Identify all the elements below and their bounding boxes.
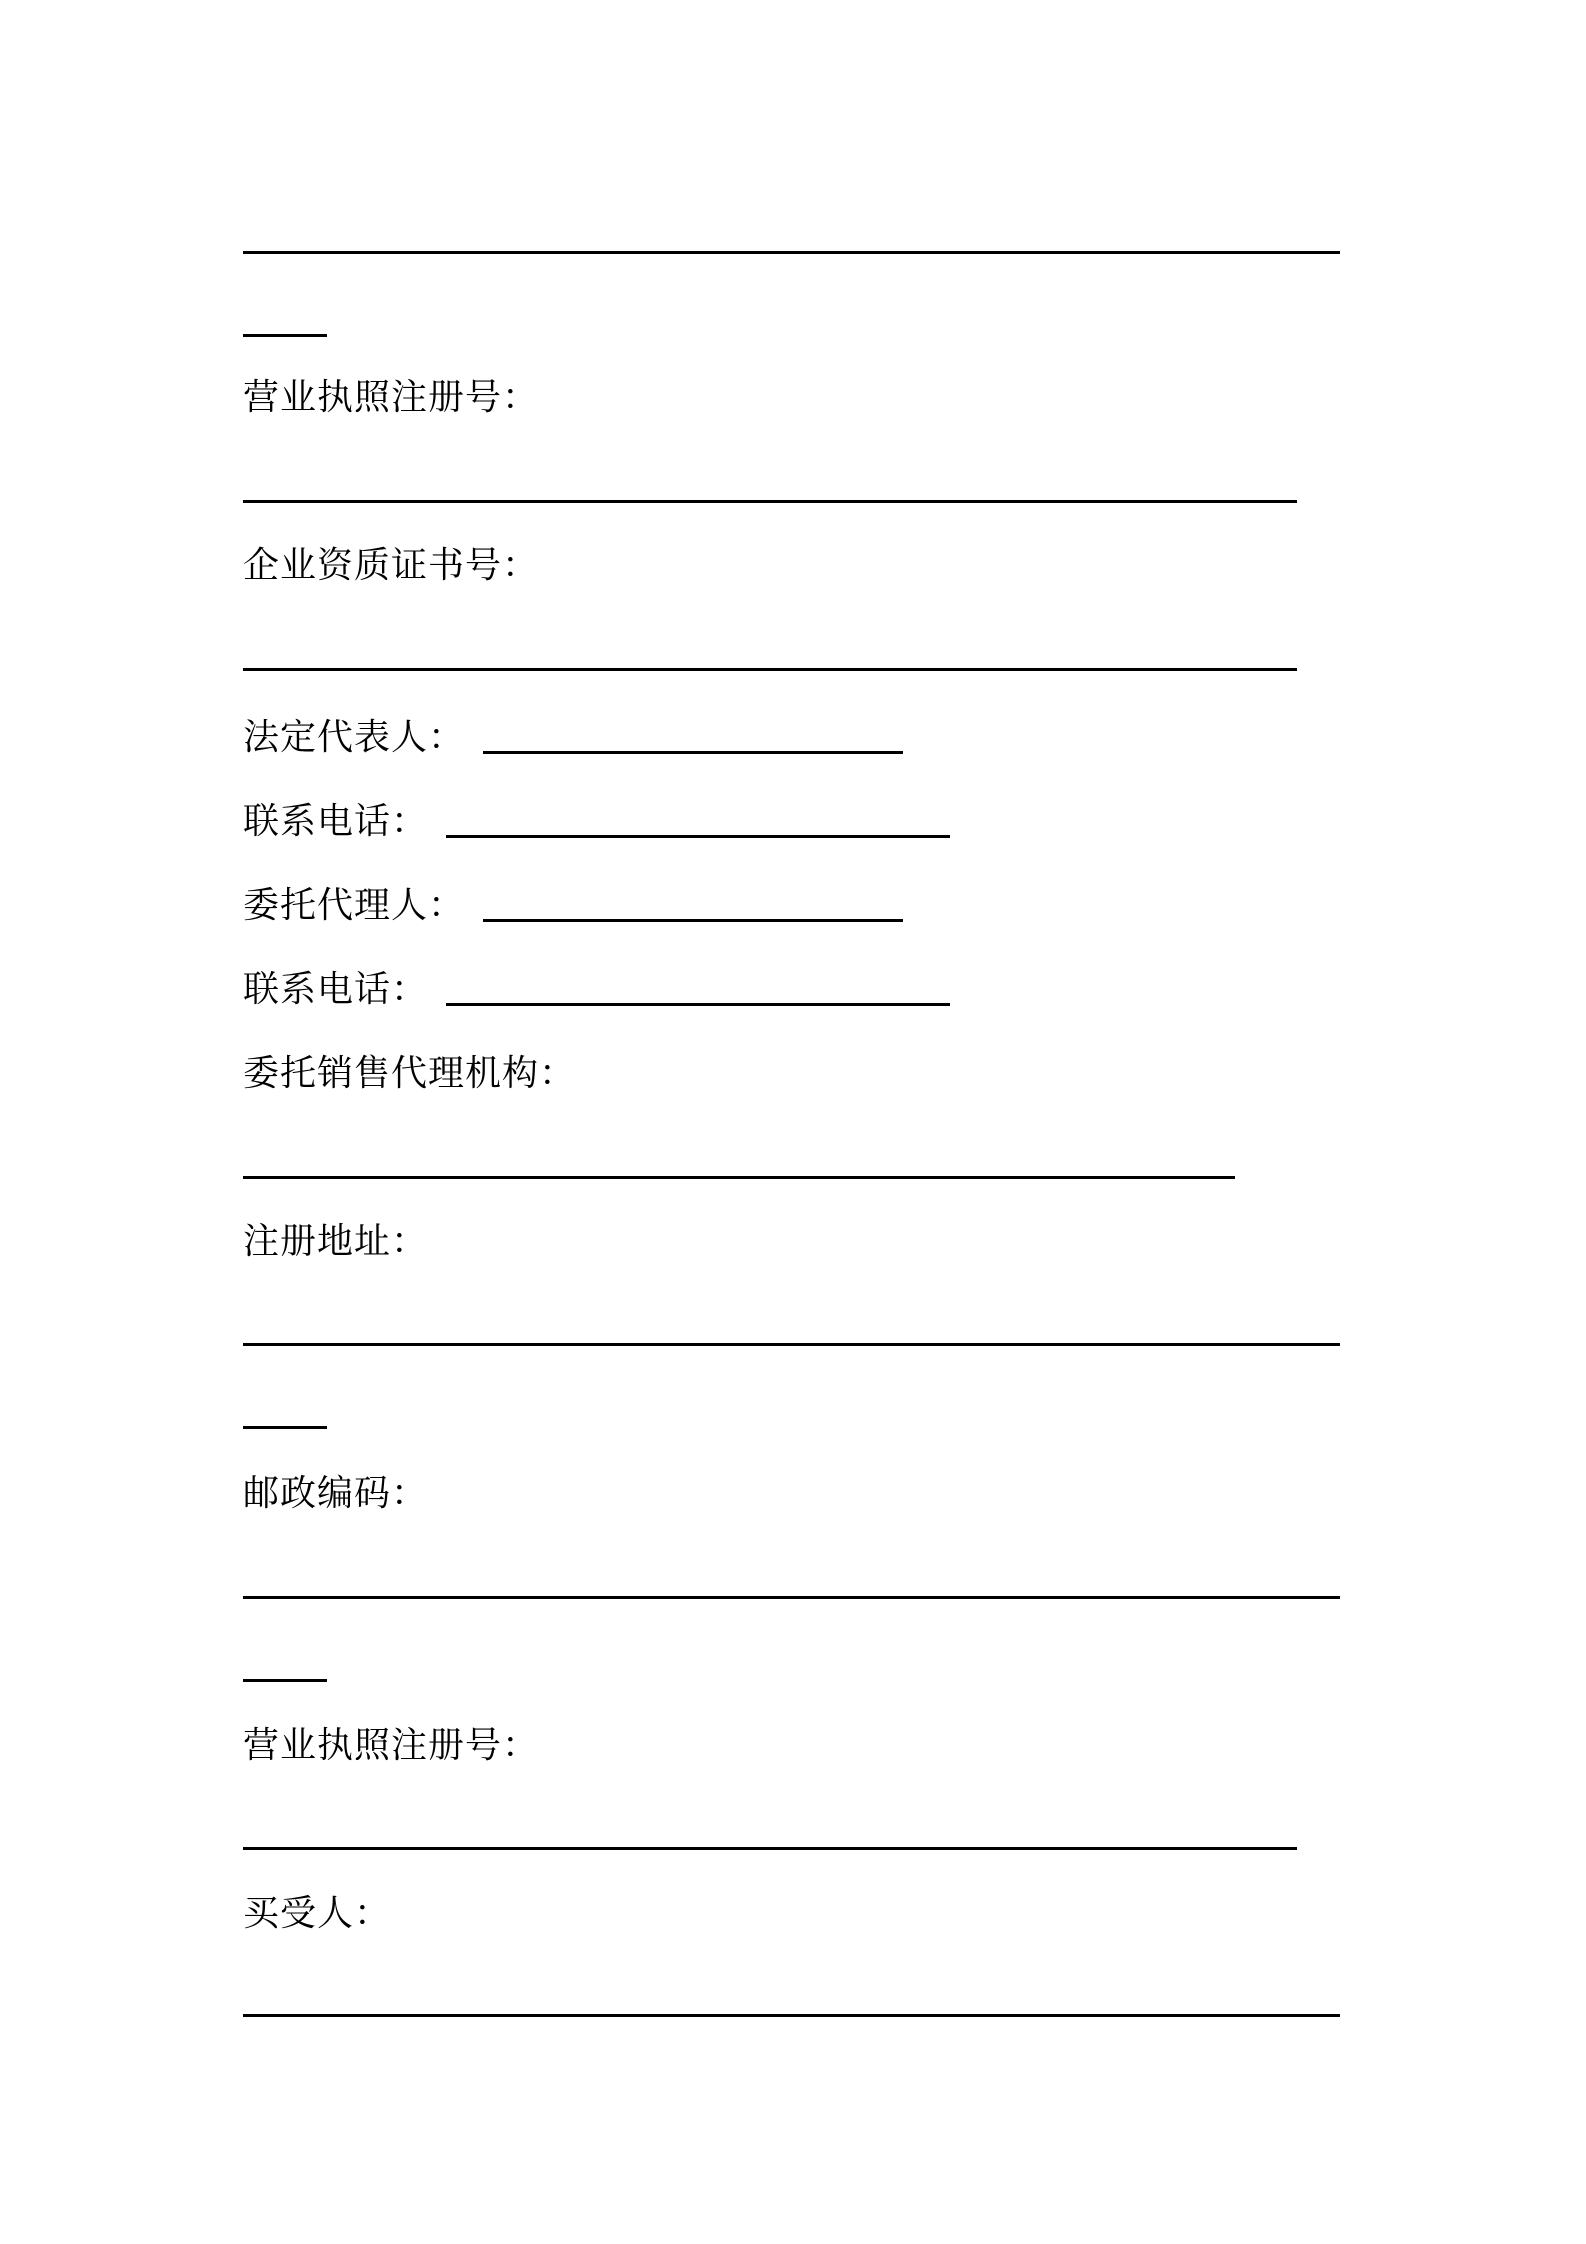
business-license-row-1 [243,360,539,420]
legal-representative-label: 法定代表人： [243,717,466,758]
fill-line-top-2[interactable] [243,334,327,337]
postal-code-label: 邮政编码： [243,1473,429,1514]
business-license-label-2: 营业执照注册号： [243,1725,540,1766]
business-license-label: 营业执照注册号： [243,377,540,418]
registered-address-fill-2[interactable] [243,1426,327,1429]
fill-line-top-1[interactable] [243,251,1340,254]
buyer-label: 买受人： [243,1893,392,1934]
postal-code-fill-2[interactable] [243,1679,327,1682]
sales-agency-label: 委托销售代理机构： [243,1053,577,1094]
enterprise-qualification-label: 企业资质证书号： [243,545,540,586]
authorized-agent-label: 委托代理人： [243,885,466,926]
contact-phone-label-1: 联系电话： [243,801,429,842]
business-license-fill-2[interactable] [243,1847,1297,1850]
buyer-fill[interactable] [243,2014,1340,2017]
legal-representative-row [243,700,903,760]
legal-representative-fill[interactable] [483,751,903,754]
buyer-row [243,1876,391,1936]
business-license-fill-1[interactable] [243,500,1297,503]
authorized-agent-fill[interactable] [483,919,903,922]
registered-address-label: 注册地址： [243,1221,429,1262]
contact-phone-row-1 [243,784,950,844]
postal-code-row [243,1456,428,1516]
registered-address-fill-1[interactable] [243,1343,1340,1346]
sales-agency-fill[interactable] [243,1176,1235,1179]
contact-phone-fill-2[interactable] [446,1003,950,1006]
sales-agency-row [243,1036,576,1096]
authorized-agent-row [243,868,903,928]
registered-address-row [243,1204,428,1264]
contact-phone-fill-1[interactable] [446,835,950,838]
contact-phone-row-2 [243,952,950,1012]
contact-phone-label-2: 联系电话： [243,969,429,1010]
enterprise-qualification-fill[interactable] [243,668,1297,671]
postal-code-fill-1[interactable] [243,1596,1340,1599]
enterprise-qualification-row [243,528,539,588]
business-license-row-2 [243,1708,539,1768]
